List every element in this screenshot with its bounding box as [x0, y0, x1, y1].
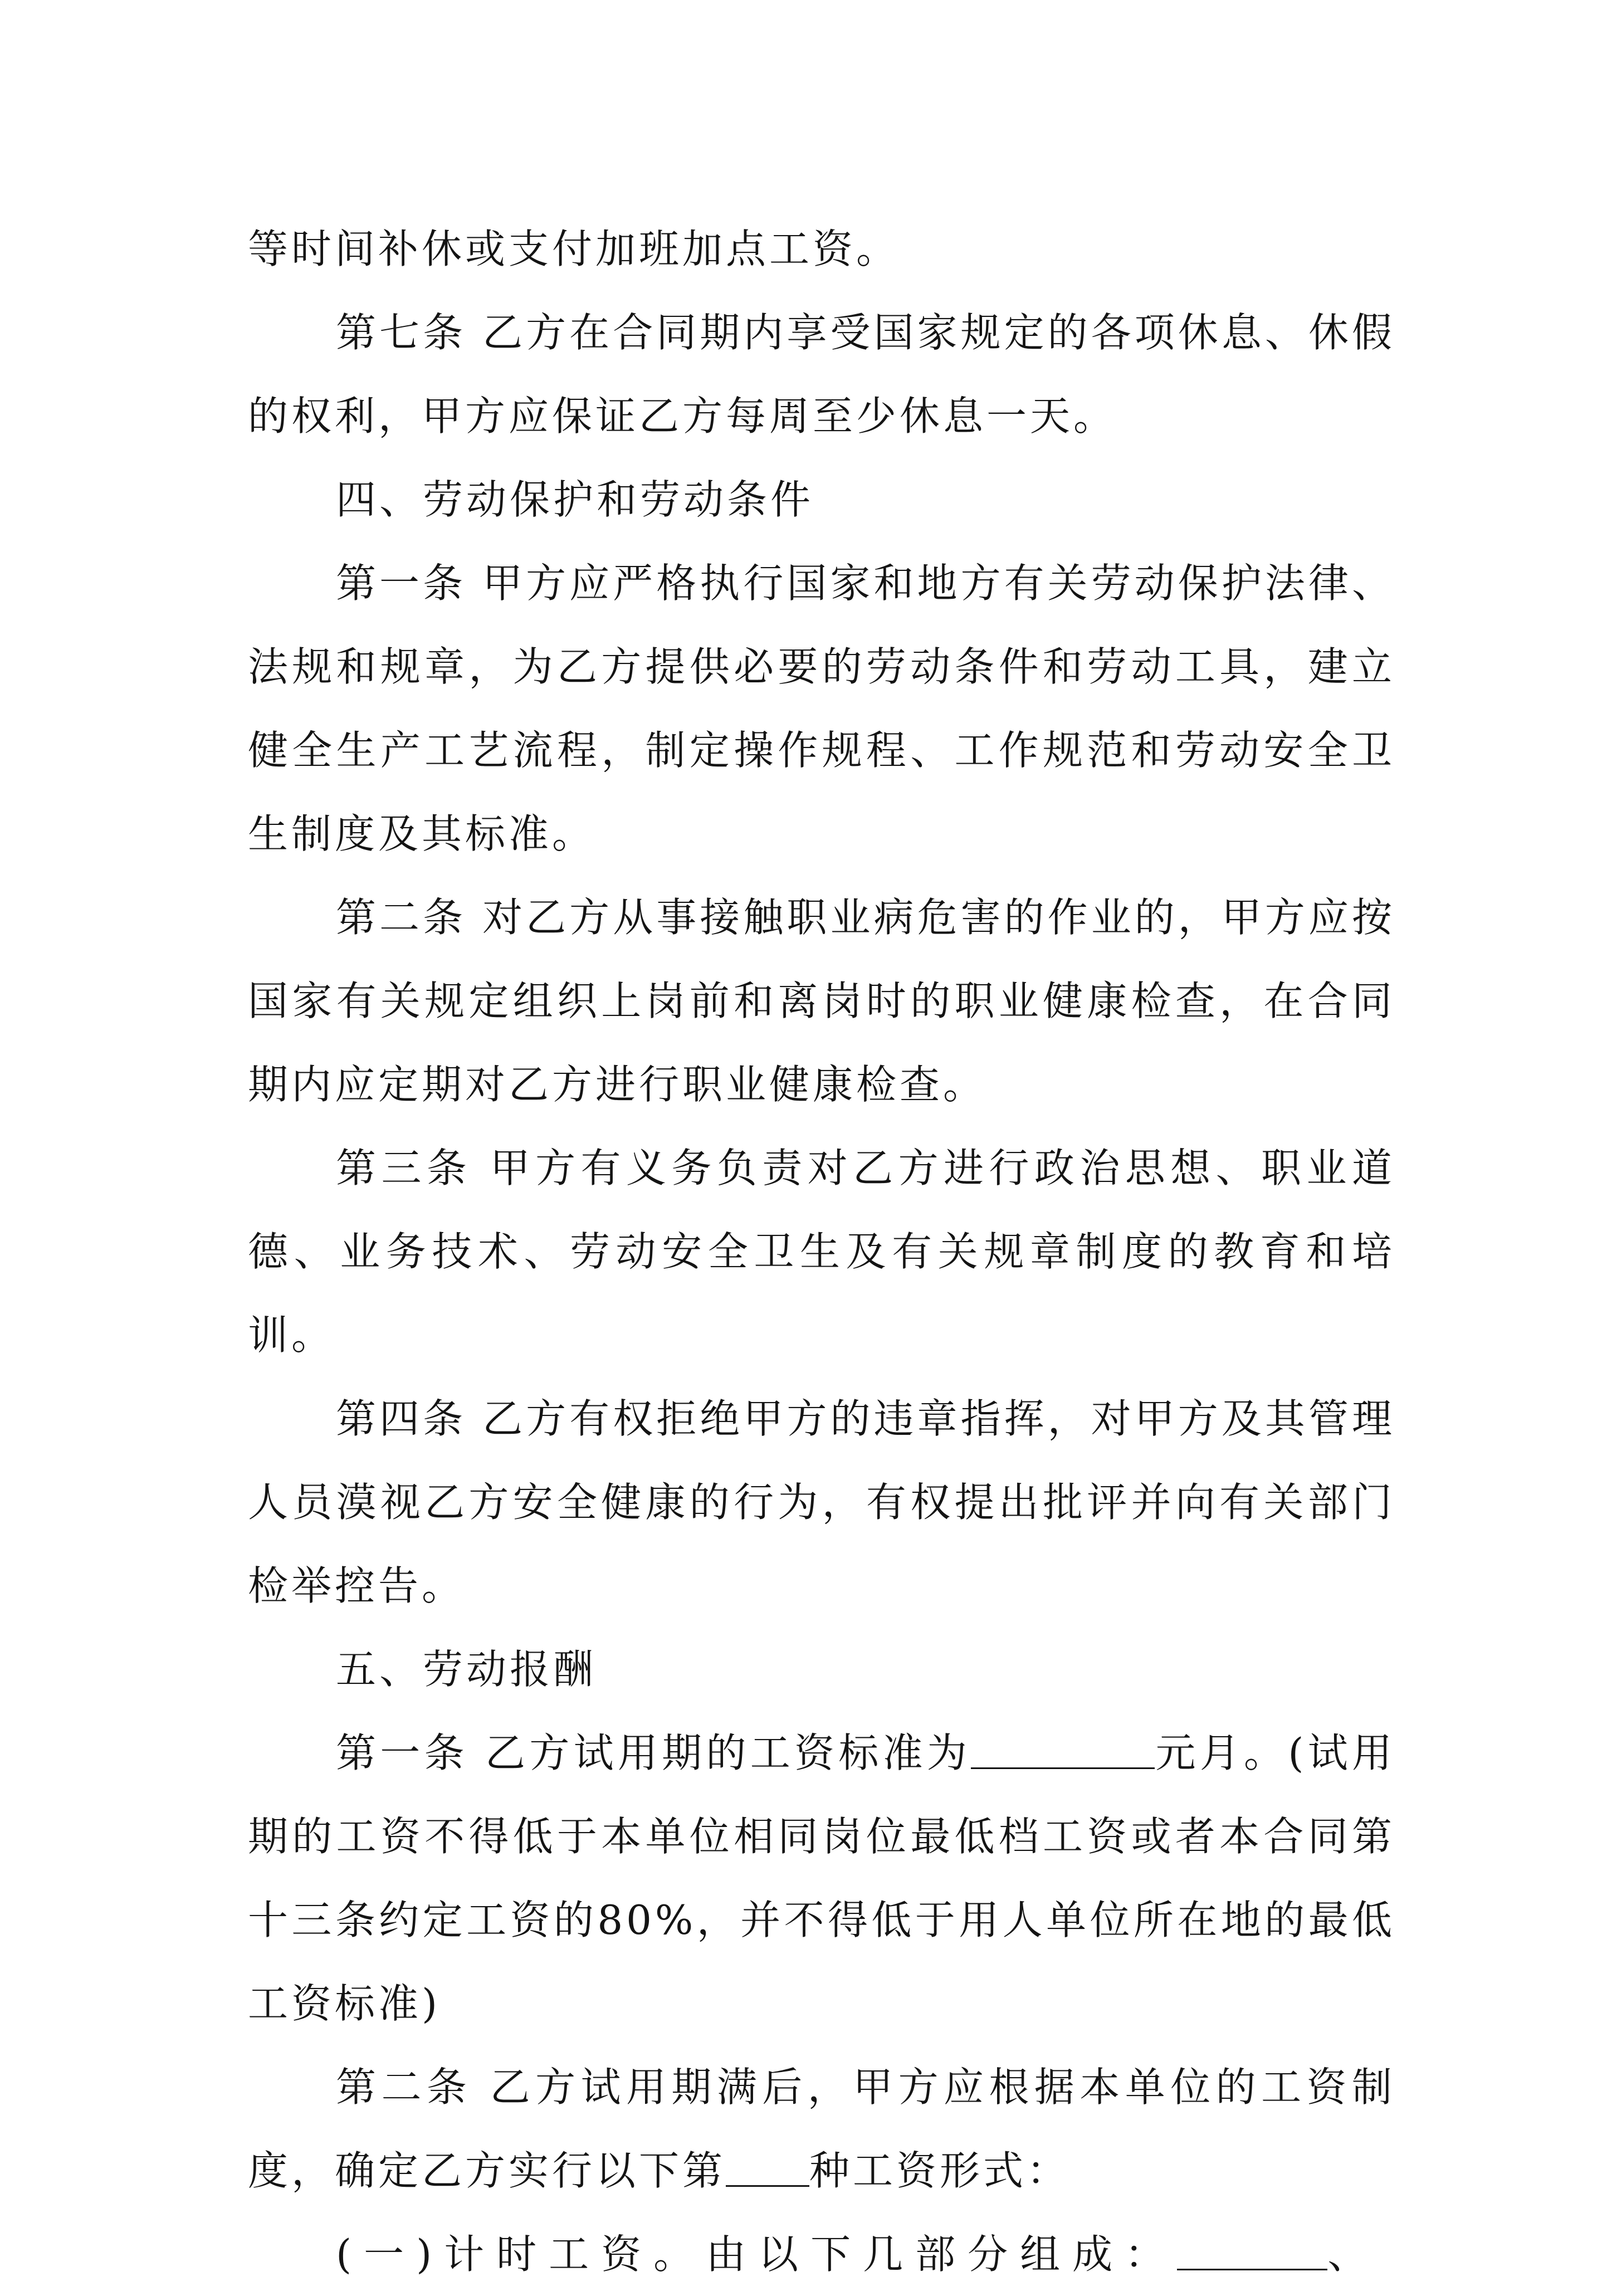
paragraph-article-7-rest: 第七条 乙方在合同期内享受国家规定的各项休息、休假的权利，甲方应保证乙方每周至少休息一天。 [248, 309, 1395, 439]
hourly-wage-blank [1177, 2230, 1327, 2270]
section-heading-remuneration: 五、劳动报酬 [336, 1646, 597, 1693]
wage-form-blank [726, 2147, 809, 2186]
paragraph-overtime-compensation: 等时间补休或支付加班加点工资。 [248, 226, 900, 272]
contract-text [248, 207, 1395, 2296]
paragraph-article-1-probation-wage [248, 1711, 1395, 2045]
section-heading-labor-protection: 四、劳动保护和劳动条件 [336, 476, 814, 523]
hourly-wage-separator: 、 [1327, 2231, 1380, 2278]
paragraph-article-4-refuse: 第四条 乙方有权拒绝甲方的违章指挥，对甲方及其管理人员漠视乙方安全健康的行为，有权提出批评并向有关部门检举控告。 [248, 1395, 1395, 1609]
probation-wage-blank [971, 1729, 1155, 1769]
paragraph-article-2-health-check: 第二条 对乙方从事接触职业病危害的作业的，甲方应按国家有关规定组织上岗前和离岗时的职业健康检查，在合同期内应定期对乙方进行职业健康检查。 [248, 894, 1395, 1108]
paragraph-article-1-protection: 第一条 甲方应严格执行国家和地方有关劳动保护法律、法规和规章，为乙方提供必要的劳动条件和劳动工具，建立健全生产工艺流程，制定操作规程、工作规范和劳动安全卫生制度及其标准。 [248, 560, 1395, 857]
paragraph-article-3-training: 第三条 甲方有义务负责对乙方进行政治思想、职业道德、业务技术、劳动安全卫生及有关规章制度的教育和培训。 [248, 1145, 1395, 1359]
probation-wage-text-start: 第一条 乙方试用期的工资标准为 [336, 1730, 971, 1776]
hourly-wage-text: (一)计时工资。由以下几部分组成： [336, 2231, 1178, 2278]
probation-wage-text-end: 元月。(试用期的工资不得低于本单位相同岗位最低档工资或者本合同第十三条约定工资的80%，并不得低于用人单位所在地的最低工资标准) [248, 1730, 1395, 2027]
wage-form-text-end: 种工资形式： [809, 2147, 1071, 2194]
wage-form-text-start: 第二条 乙方试用期满后，甲方应根据本单位的工资制度，确定乙方实行以下第 [248, 2064, 1395, 2194]
paragraph-article-2-wage-form [248, 2045, 1395, 2212]
paragraph-hourly-wage [248, 2212, 1395, 2296]
